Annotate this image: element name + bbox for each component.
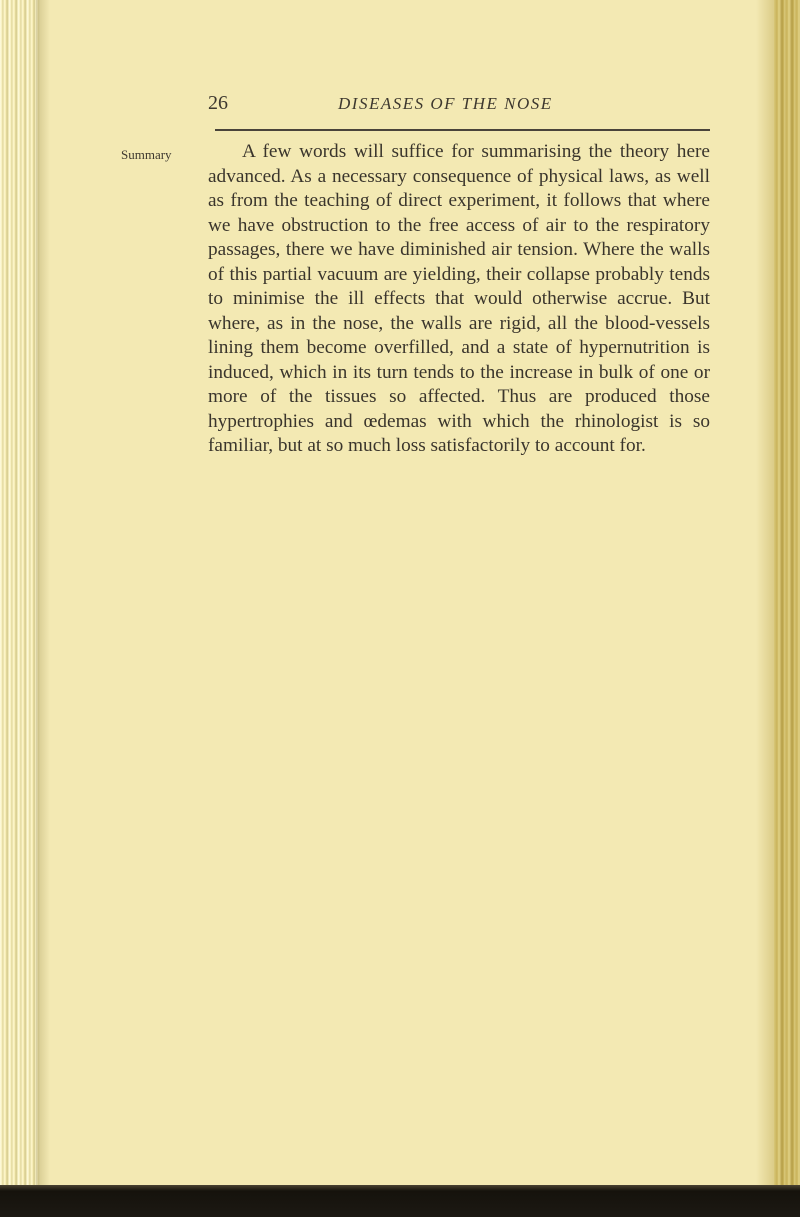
body-paragraph: A few words will suffice for summarising the theory here advanced. As a necessary consequence of physical laws, as well as from the teaching of direct experiment, it follows that where we have obstruction to the free access of air to the respiratory passages, there we have diminished air tension. Where the walls of this partial vacuum are yielding, their collapse probably tends to minimise the ill effects that would otherwise accrue. But where, as in the nose, the walls are rigid, all the blood-vessels lining them become overfilled, and a state of hypernutrition is induced, which in its turn tends to the increase in bulk of one or more of the tissues so affected. Thus are produced those hypertrophies and œdemas with which the rhinologist is so familiar, but at so much loss satisfactorily to account for.	[208, 141, 710, 456]
right-binding-edge	[774, 0, 800, 1185]
header-rule	[215, 129, 710, 131]
left-binding-edge	[0, 0, 40, 1185]
right-page-shade	[756, 0, 774, 1185]
gutter-shadow	[36, 0, 50, 1185]
page-number: 26	[208, 92, 228, 114]
running-title: DISEASES OF THE NOSE	[338, 94, 553, 113]
running-head	[208, 92, 668, 122]
margin-note-summary: Summary	[121, 147, 172, 162]
bottom-book-edge	[0, 1185, 800, 1217]
